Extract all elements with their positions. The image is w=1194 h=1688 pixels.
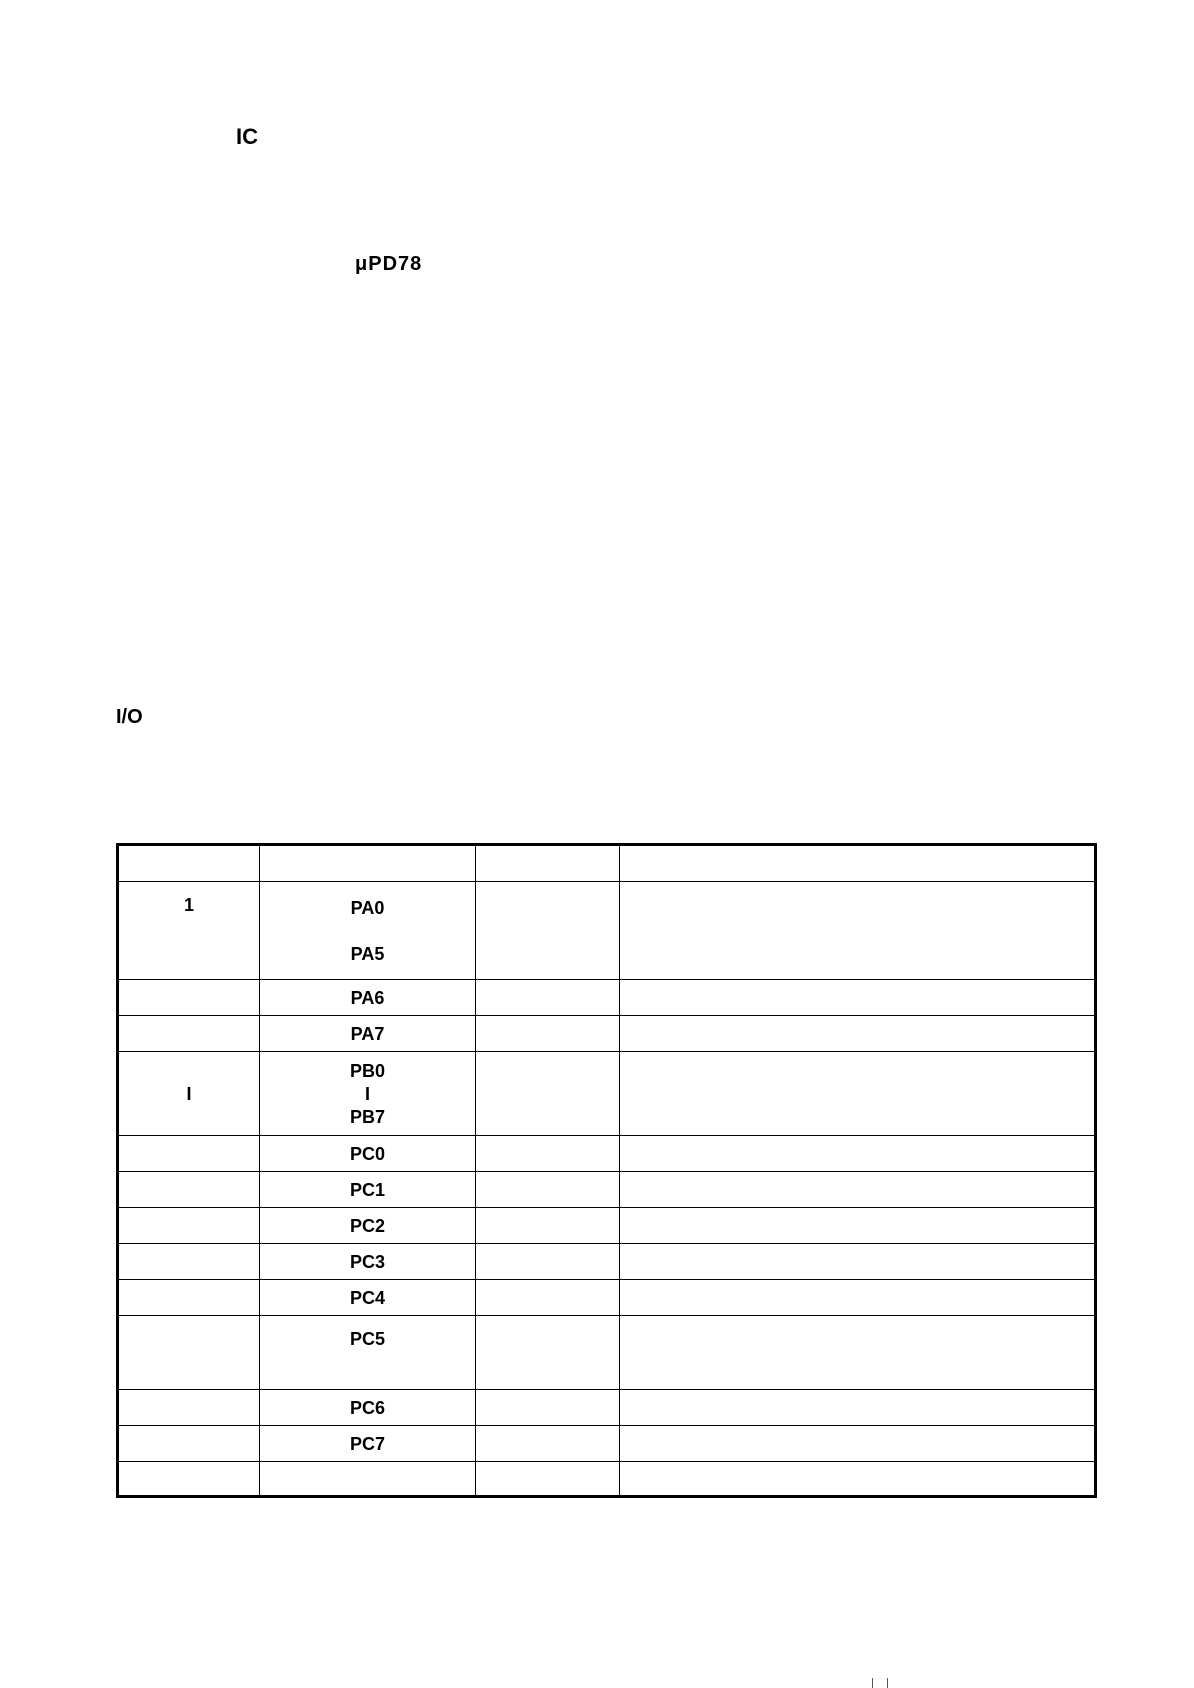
row-index-cell bbox=[118, 1316, 260, 1390]
pin-label: PB7 bbox=[349, 1106, 385, 1127]
table-cell bbox=[476, 980, 620, 1016]
table-cell bbox=[476, 1052, 620, 1136]
pin-cell: PA7 bbox=[260, 1016, 476, 1052]
pin-cell: PC3 bbox=[260, 1244, 476, 1280]
row-index-cell bbox=[118, 980, 260, 1016]
pin-cell: PC0 bbox=[260, 1136, 476, 1172]
table-cell bbox=[620, 1244, 1096, 1280]
row-index-cell bbox=[118, 1136, 260, 1172]
table-cell bbox=[476, 1462, 620, 1497]
table-row bbox=[118, 1208, 1096, 1244]
table-row bbox=[118, 1426, 1096, 1462]
table-cell bbox=[476, 1244, 620, 1280]
pin-label: PB0 bbox=[349, 1060, 385, 1081]
pin-cell bbox=[260, 882, 476, 980]
header-cell bbox=[260, 845, 476, 882]
pin-label: PA5 bbox=[350, 943, 385, 964]
table-cell bbox=[476, 1390, 620, 1426]
table-cell bbox=[620, 1136, 1096, 1172]
row-index-cell: I bbox=[118, 1052, 260, 1136]
row-index-cell bbox=[118, 1390, 260, 1426]
table-row bbox=[118, 980, 1096, 1016]
table-cell bbox=[476, 1316, 620, 1390]
table-cell bbox=[476, 1016, 620, 1052]
row-index-cell bbox=[118, 1280, 260, 1316]
table-cell bbox=[476, 1172, 620, 1208]
table-cell bbox=[476, 1426, 620, 1462]
io-label: I/O bbox=[116, 706, 143, 728]
table-cell bbox=[476, 1280, 620, 1316]
port-assignment-table bbox=[116, 843, 1097, 1498]
table-cell bbox=[620, 1316, 1096, 1390]
row-index-cell bbox=[118, 1016, 260, 1052]
row-index-cell bbox=[118, 1462, 260, 1497]
row-index-cell bbox=[118, 1172, 260, 1208]
pin-cell: PC1 bbox=[260, 1172, 476, 1208]
row-index-cell bbox=[118, 1426, 260, 1462]
table-header-row bbox=[118, 845, 1096, 882]
pin-range-separator: I bbox=[364, 1083, 370, 1104]
table-cell bbox=[620, 1390, 1096, 1426]
header-cell bbox=[476, 845, 620, 882]
pin-cell: PC7 bbox=[260, 1426, 476, 1462]
table-cell bbox=[620, 1052, 1096, 1136]
pin-cell bbox=[260, 1462, 476, 1497]
table-row bbox=[118, 1462, 1096, 1497]
table-row bbox=[118, 1016, 1096, 1052]
table-row bbox=[118, 1136, 1096, 1172]
table-row bbox=[118, 1316, 1096, 1390]
table-cell bbox=[620, 980, 1096, 1016]
table-cell bbox=[620, 882, 1096, 980]
table-cell bbox=[476, 882, 620, 980]
part-number: μPD78 bbox=[355, 253, 423, 275]
table-cell bbox=[620, 1426, 1096, 1462]
pin-cell: PC5 bbox=[260, 1316, 476, 1390]
table-cell bbox=[620, 1172, 1096, 1208]
table-cell bbox=[620, 1016, 1096, 1052]
table-cell bbox=[476, 1136, 620, 1172]
pin-label: PA0 bbox=[350, 897, 385, 918]
page-footer-mark bbox=[872, 1678, 888, 1688]
table-cell bbox=[620, 1280, 1096, 1316]
table-row bbox=[118, 1280, 1096, 1316]
table-cell bbox=[620, 1462, 1096, 1497]
pin-cell bbox=[260, 1052, 476, 1136]
header-cell bbox=[118, 845, 260, 882]
row-index-cell bbox=[118, 1208, 260, 1244]
pin-cell: PA6 bbox=[260, 980, 476, 1016]
header-cell bbox=[620, 845, 1096, 882]
section-heading: IC bbox=[236, 124, 258, 149]
pin-cell: PC6 bbox=[260, 1390, 476, 1426]
pin-cell: PC2 bbox=[260, 1208, 476, 1244]
table-row bbox=[118, 1390, 1096, 1426]
row-index-cell: 1 bbox=[118, 882, 260, 980]
table-row bbox=[118, 1244, 1096, 1280]
pin-cell: PC4 bbox=[260, 1280, 476, 1316]
row-index-cell bbox=[118, 1244, 260, 1280]
table-row bbox=[118, 882, 1096, 980]
table-row bbox=[118, 1052, 1096, 1136]
table-cell bbox=[620, 1208, 1096, 1244]
table-cell bbox=[476, 1208, 620, 1244]
table-row bbox=[118, 1172, 1096, 1208]
